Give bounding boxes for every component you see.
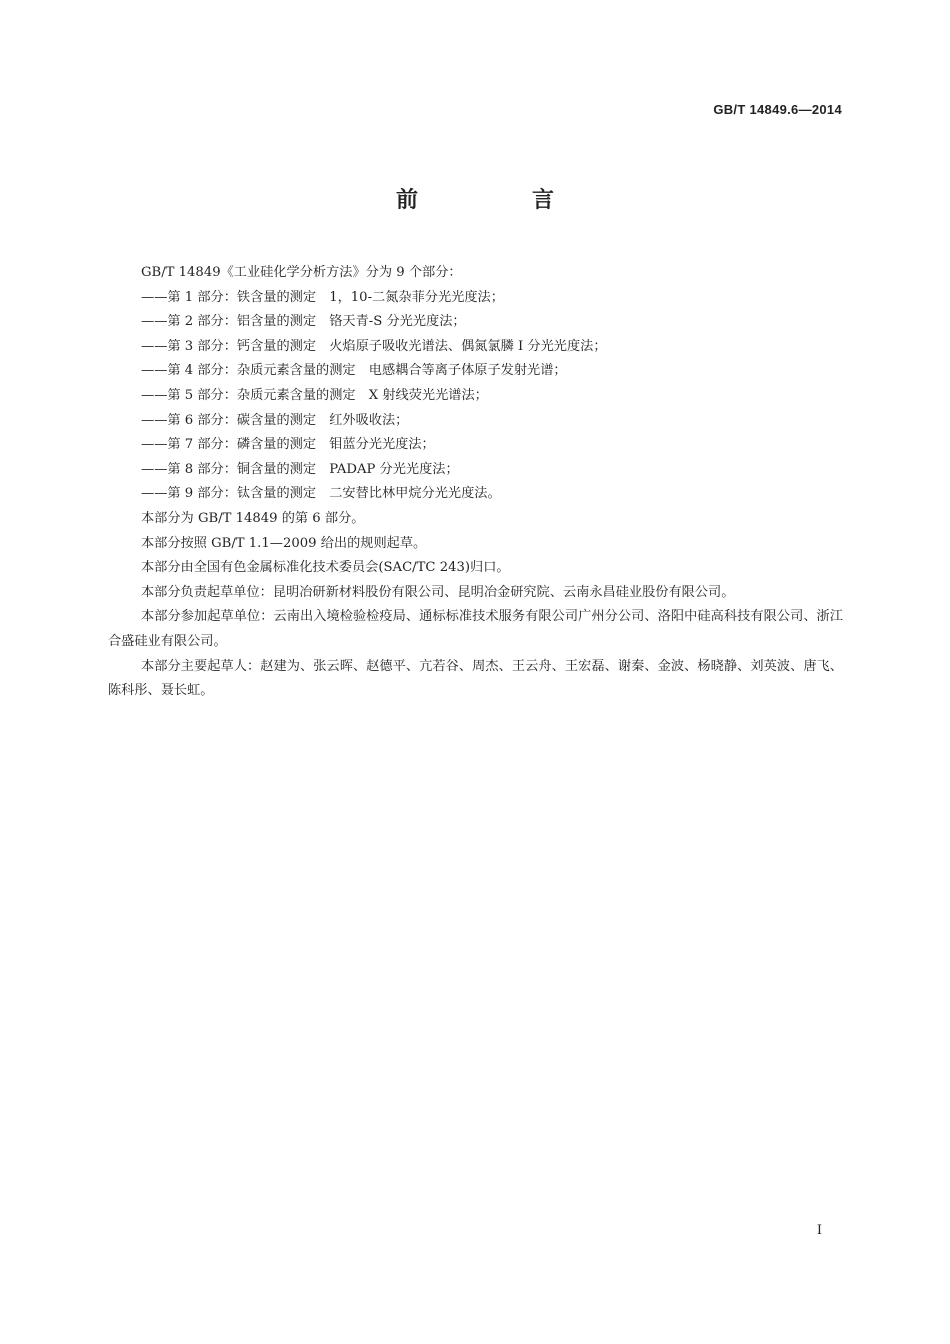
part-of-statement: 本部分为 GB/T 14849 的第 6 部分。 xyxy=(141,510,365,526)
page-number: I xyxy=(816,1223,822,1238)
responsible-drafters-paragraph: 本部分负责起草单位：昆明冶研新材料股份有限公司、昆明冶金研究院、云南永昌硅业股份有限公司。 xyxy=(141,584,735,600)
main-drafters-paragraph: 本部分主要起草人：赵建为、张云晖、赵德平、亢若谷、周杰、王云舟、王宏磊、谢秦、金波、杨晓静、刘英波、唐飞、陈科彤、聂长虹。 xyxy=(108,658,843,699)
proposed-by-statement: 本部分由全国有色金属标准化技术委员会(SAC/TC 243)归口。 xyxy=(141,560,510,576)
part-item-5: ——第 5 部分：杂质元素含量的测定 X 射线荧光光谱法； xyxy=(141,387,488,403)
intro-line: GB/T 14849《工业硅化学分析方法》分为 9 个部分： xyxy=(141,265,462,280)
foreword-body xyxy=(108,261,843,704)
part-item-9: ——第 9 部分：钛含量的测定 二安替比林甲烷分光光度法。 xyxy=(141,486,501,502)
drafting-rules-statement: 本部分按照 GB/T 1.1—2009 给出的规则起草。 xyxy=(141,535,427,551)
part-item-6: ——第 6 部分：碳含量的测定 红外吸收法； xyxy=(141,412,409,428)
part-item-1: ——第 1 部分：铁含量的测定 1，10-二氮杂菲分光光度法； xyxy=(141,289,504,305)
part-item-4: ——第 4 部分：杂质元素含量的测定 电感耦合等离子体原子发射光谱； xyxy=(141,363,567,379)
participating-drafters-paragraph: 本部分参加起草单位：云南出入境检验检疫局、通标标准技术服务有限公司广州分公司、洛阳中硅高科技有限公司、浙江合盛硅业有限公司。 xyxy=(108,609,843,649)
page-title: 前 言 xyxy=(395,188,600,213)
part-item-8: ——第 8 部分：铜含量的测定 PADAP 分光光度法； xyxy=(141,461,459,477)
standard-code: GB/T 14849.6—2014 xyxy=(713,102,842,117)
part-item-7: ——第 7 部分：磷含量的测定 钼蓝分光光度法； xyxy=(141,437,435,453)
part-item-2: ——第 2 部分：铝含量的测定 铬天青-S 分光光度法； xyxy=(141,314,466,330)
part-item-3: ——第 3 部分：钙含量的测定 火焰原子吸收光谱法、偶氮氯膦 I 分光光度法； xyxy=(141,338,607,354)
